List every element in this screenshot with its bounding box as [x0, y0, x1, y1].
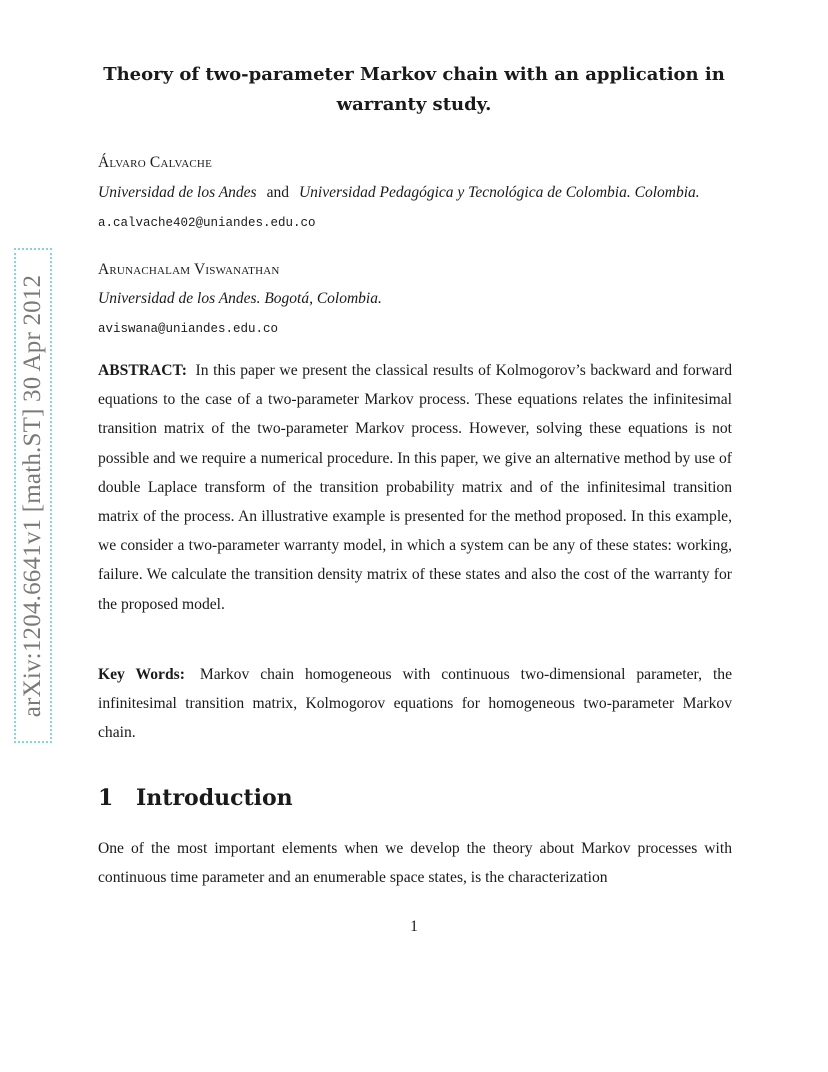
introduction-text: One of the most important elements when we develop the theory about Markov processes with continuous time parameter and an enumerable space states, is the characterization	[98, 840, 732, 887]
affiliation-joiner: and	[266, 184, 289, 201]
keywords-text: Markov chain homogeneous with continuous two-dimensional parameter, the infinitesimal transition matrix, Kolmogorov equations for homogeneous two-parameter Markov chain.	[98, 666, 732, 742]
abstract-label: ABSTRACT:	[98, 362, 187, 379]
keywords-label: Key Words:	[98, 666, 185, 683]
author-affiliation-1	[98, 184, 700, 202]
author-affiliation-2	[98, 290, 382, 308]
keywords	[98, 660, 732, 748]
arxiv-identifier: arXiv:1204.6641v1 [math.ST] 30 Apr 2012	[19, 274, 46, 717]
affiliation-1a: Universidad de los Andes	[98, 184, 257, 201]
author-email-1[interactable]: a.calvache402@uniandes.edu.co	[98, 216, 316, 230]
affiliation-2: Universidad de los Andes. Bogotá, Colombia.	[98, 290, 382, 307]
paper-title: Theory of two-parameter Markov chain with an application in warranty study.	[103, 64, 725, 115]
section-heading	[98, 785, 293, 811]
affiliation-1b: Universidad Pedagógica y Tecnológica de Colombia. Colombia.	[298, 184, 700, 201]
section-title: Introduction	[136, 785, 293, 811]
page-number: 1	[410, 918, 418, 935]
section-number: 1	[98, 785, 114, 811]
abstract-text: In this paper we present the classical results of Kolmogorov’s backward and forward equations to the case of a two-parameter Markov process. These equations relates the infinitesimal transition matrix of the two-parameter Markov process. However, solving these equations is not possible and we require a numerical procedure. In this paper, we give an alternative method by use of double Laplace transform of the transition probability matrix and of the infinitesimal transition matrix of the process. An illustrative example is presented for the method proposed. In this example, we consider a two-parameter warranty model, in which a system can be any of these states: working, failure. We calculate the transition density matrix of these states and also the cost of the warranty for the proposed model.	[98, 362, 732, 613]
author-name-1: Álvaro Calvache	[98, 154, 212, 171]
arxiv-stamp	[14, 248, 52, 743]
author-name-2: Arunachalam Viswanathan	[98, 261, 280, 278]
abstract	[98, 356, 732, 619]
author-email-2[interactable]: aviswana@uniandes.edu.co	[98, 322, 279, 336]
